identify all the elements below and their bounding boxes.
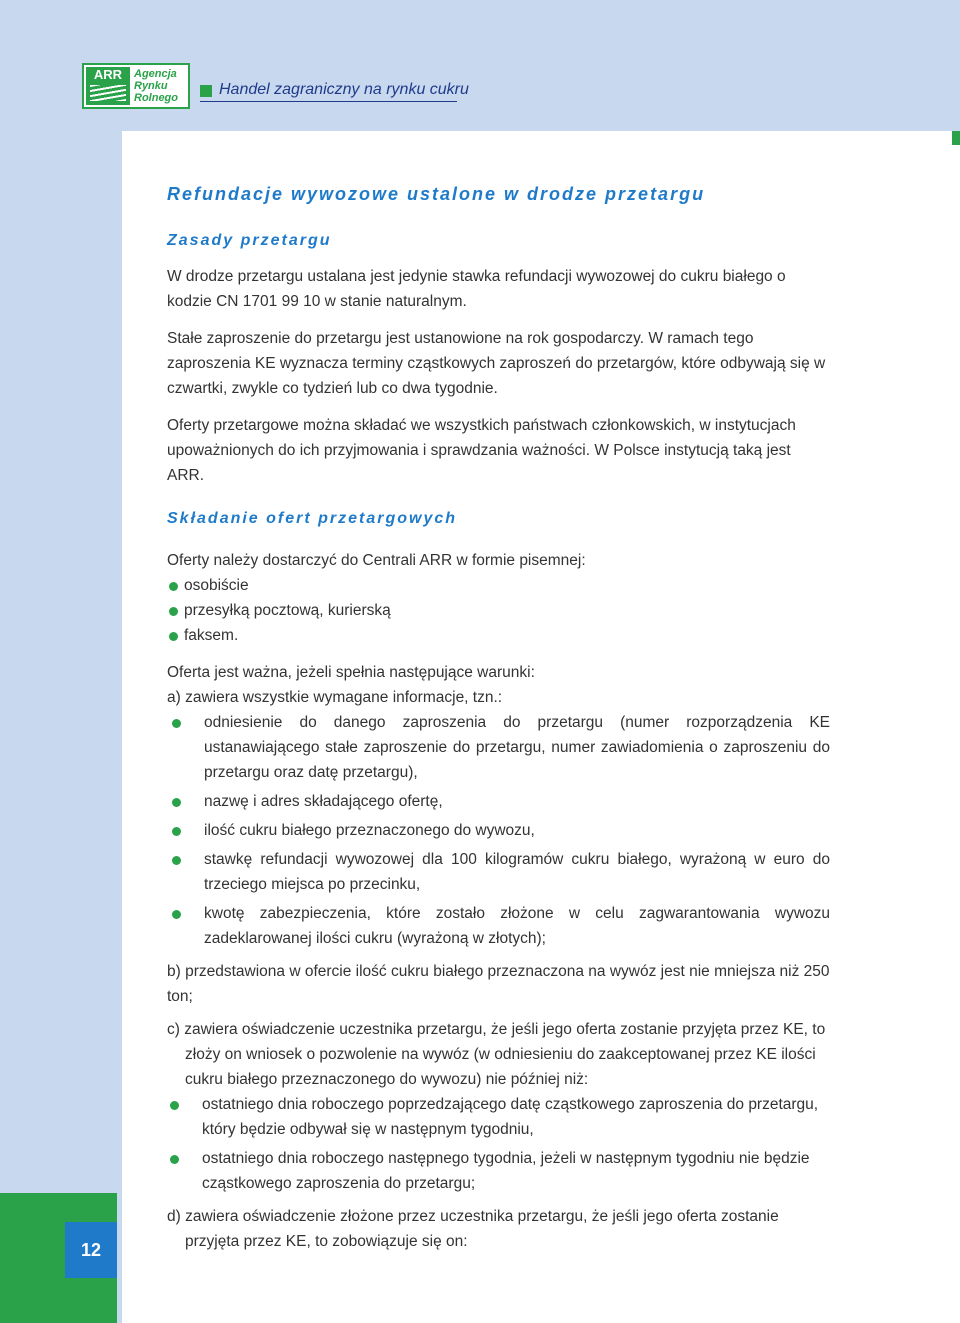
page-corner-accent	[952, 131, 960, 145]
logo-short: ARR	[93, 67, 123, 82]
logo-mark	[86, 67, 130, 105]
condition-b: b) przedstawiona w ofercie ilość cukru białego przeznaczona na wywóz jest nie mniejsza niż 250 ton;	[167, 963, 830, 1005]
list-item: osobiście	[167, 573, 830, 598]
list-item: odniesienie do danego zaproszenia do przetargu (numer rozporządzenia KE ustanawiającego stałe zaproszenie do przetargu, numer zawiadomienia o zaproszeniu do przetargu oraz datę przetargu),	[169, 710, 830, 785]
list-item: przesyłką pocztową, kurierską	[167, 598, 830, 623]
condition-c: c) zawiera oświadczenie uczestnika przetargu, że jeśli jego oferta zostanie przyjęta przez KE, to złoży on wniosek o pozwolenie na wywóz (w odniesieniu do zaakceptowanej przez KE ilości cukru białego przeznaczonego do wywozu) nie później niż:	[167, 1021, 826, 1088]
header-underline	[200, 101, 457, 102]
list-item: ostatniego dnia roboczego poprzedzającego datę cząstkowego zaproszenia do przetargu, który będzie odbywał się w następnym tygodniu,	[167, 1092, 830, 1142]
logo-line-1: Agencja	[134, 68, 177, 80]
list-item: ostatniego dnia roboczego następnego tygodnia, jeżeli w następnym tygodniu nie będzie cząstkowego zaproszenia do przetargu;	[167, 1146, 830, 1196]
page-header	[0, 0, 960, 130]
logo-line-3: Rolnego	[134, 92, 178, 104]
delivery-methods-list	[167, 573, 830, 648]
list-item: faksem.	[167, 623, 830, 648]
condition-a: a) zawiera wszystkie wymagane informacje, tzn.:	[167, 689, 503, 706]
delivery-intro: Oferty należy dostarczyć do Centrali ARR w formie pisemnej:	[167, 552, 586, 569]
paragraph-1: W drodze przetargu ustalana jest jedynie stawka refundacji wywozowej do cukru białego o kodzie CN 1701 99 10 w stanie naturalnym.	[167, 268, 786, 310]
header-title: Handel zagraniczny na rynku cukru	[219, 81, 469, 98]
arr-logo	[82, 63, 190, 109]
condition-a-list	[167, 710, 830, 951]
conditions-intro: Oferta jest ważna, jeżeli spełnia następujące warunki:	[167, 664, 535, 681]
logo-text	[134, 68, 178, 104]
logo-line-2: Rynku	[134, 80, 168, 92]
list-item: stawkę refundacji wywozowej dla 100 kilogramów cukru białego, wyrażoną w euro do trzeciego miejsca po przecinku,	[169, 847, 830, 897]
page-number: 12	[65, 1222, 117, 1278]
condition-c-list	[167, 1092, 830, 1196]
paragraph-3: Oferty przetargowe można składać we wszystkich państwach członkowskich, w instytucjach upoważnionych do ich przyjmowania i sprawdzania ważności. W Polsce instytucją taką jest ARR.	[167, 417, 796, 484]
logo-fields-graphic	[90, 85, 126, 101]
list-item: nazwę i adres składającego ofertę,	[169, 789, 830, 814]
section-title: Refundacje wywozowe ustalone w drodze przetargu	[167, 184, 706, 204]
document-content	[167, 180, 830, 1254]
paragraph-2: Stałe zaproszenie do przetargu jest ustanowione na rok gospodarczy. W ramach tego zaproszenia KE wyznacza terminy cząstkowych zaproszeń do przetargów, które odbywają się w czwartki, zwykle co tydzień lub co dwa tygodnie.	[167, 330, 826, 397]
section-2-title: Składanie ofert przetargowych	[167, 510, 458, 527]
list-item: ilość cukru białego przeznaczonego do wywozu,	[169, 818, 830, 843]
section-subtitle: Zasady przetargu	[167, 232, 332, 249]
list-item: kwotę zabezpieczenia, które zostało złożone w celu zagwarantowania wywozu zadeklarowanej ilości cukru (wyrażoną w złotych);	[169, 901, 830, 951]
condition-d: d) zawiera oświadczenie złożone przez uczestnika przetargu, że jeśli jego oferta zostanie przyjęta przez KE, to zobowiązuje się on:	[167, 1208, 779, 1250]
header-square-icon	[200, 85, 212, 97]
